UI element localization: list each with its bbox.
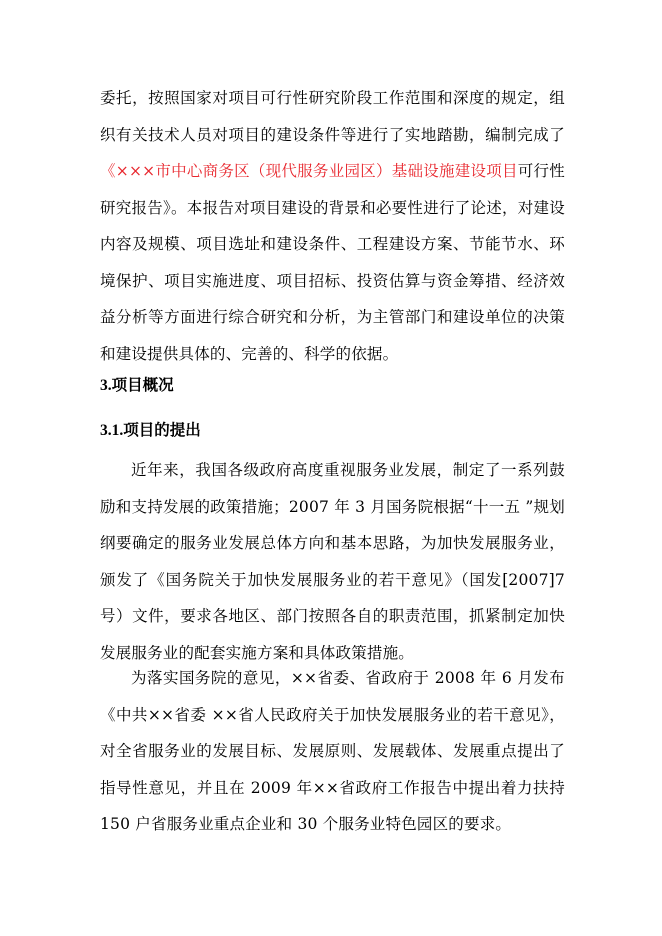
intro-text-part3: 。本报告对项目建设的背景和必要性进行了论述，对建设内容及规模、项目选址和建设条件、工程建设方案、节能节水、环境保护、项目实施进度、项目招标、投资估算与资金筹措、经济效益分析等方面进行综合研究和分析，为主管部门和建设单位的决策和建设提供具体的、完善的、科学的依据。: [100, 198, 565, 363]
subsection-number: 3.1.: [100, 422, 124, 439]
intro-red-title: 《×××市中心商务区（现代服务业园区）基础设施建设项目: [100, 162, 518, 180]
section-heading-3: [100, 373, 174, 395]
intro-text-part2: 可行性研究报告》: [100, 162, 565, 217]
section-title: 项目概况: [111, 375, 174, 394]
subsection-title: 项目的提出: [123, 420, 201, 439]
body-paragraph-2: 为落实国务院的意见，××省委、省政府于 2008 年 6 月发布《中共××省委 ××省人民政府关于加快发展服务业的若干意见》，对全省服务业的发展目标、发展原则、发展载体、发展重点提出了指导性意见，并且在 2009 年××省政府工作报告中提出着力扶持 150 户省服务业重点企业和 30 个服务业特色园区的要求。: [100, 669, 565, 833]
section-number: 3.: [100, 377, 112, 394]
intro-paragraph: [100, 80, 565, 372]
intro-text-part1: 委托，按照国家对项目可行性研究阶段工作范围和深度的规定，组织有关技术人员对项目的建设条件等进行了实地踏勘，编制完成了: [100, 89, 565, 144]
body-paragraph-1: 近年来，我国各级政府高度重视服务业发展，制定了一系列鼓励和支持发展的政策措施；2007 年 3 月国务院根据“十一五 ”规划纲要确定的服务业发展总体方向和基本思路，为加快发展服务业，颁发了《国务院关于加快发展服务业的若干意见》（国发[2007]7 号）文件，要求各地区、部门按照各自的职责范围，抓紧制定加快发展服务业的配套实施方案和具体政策措施。: [100, 461, 565, 662]
section-heading-3-1: [100, 418, 201, 440]
